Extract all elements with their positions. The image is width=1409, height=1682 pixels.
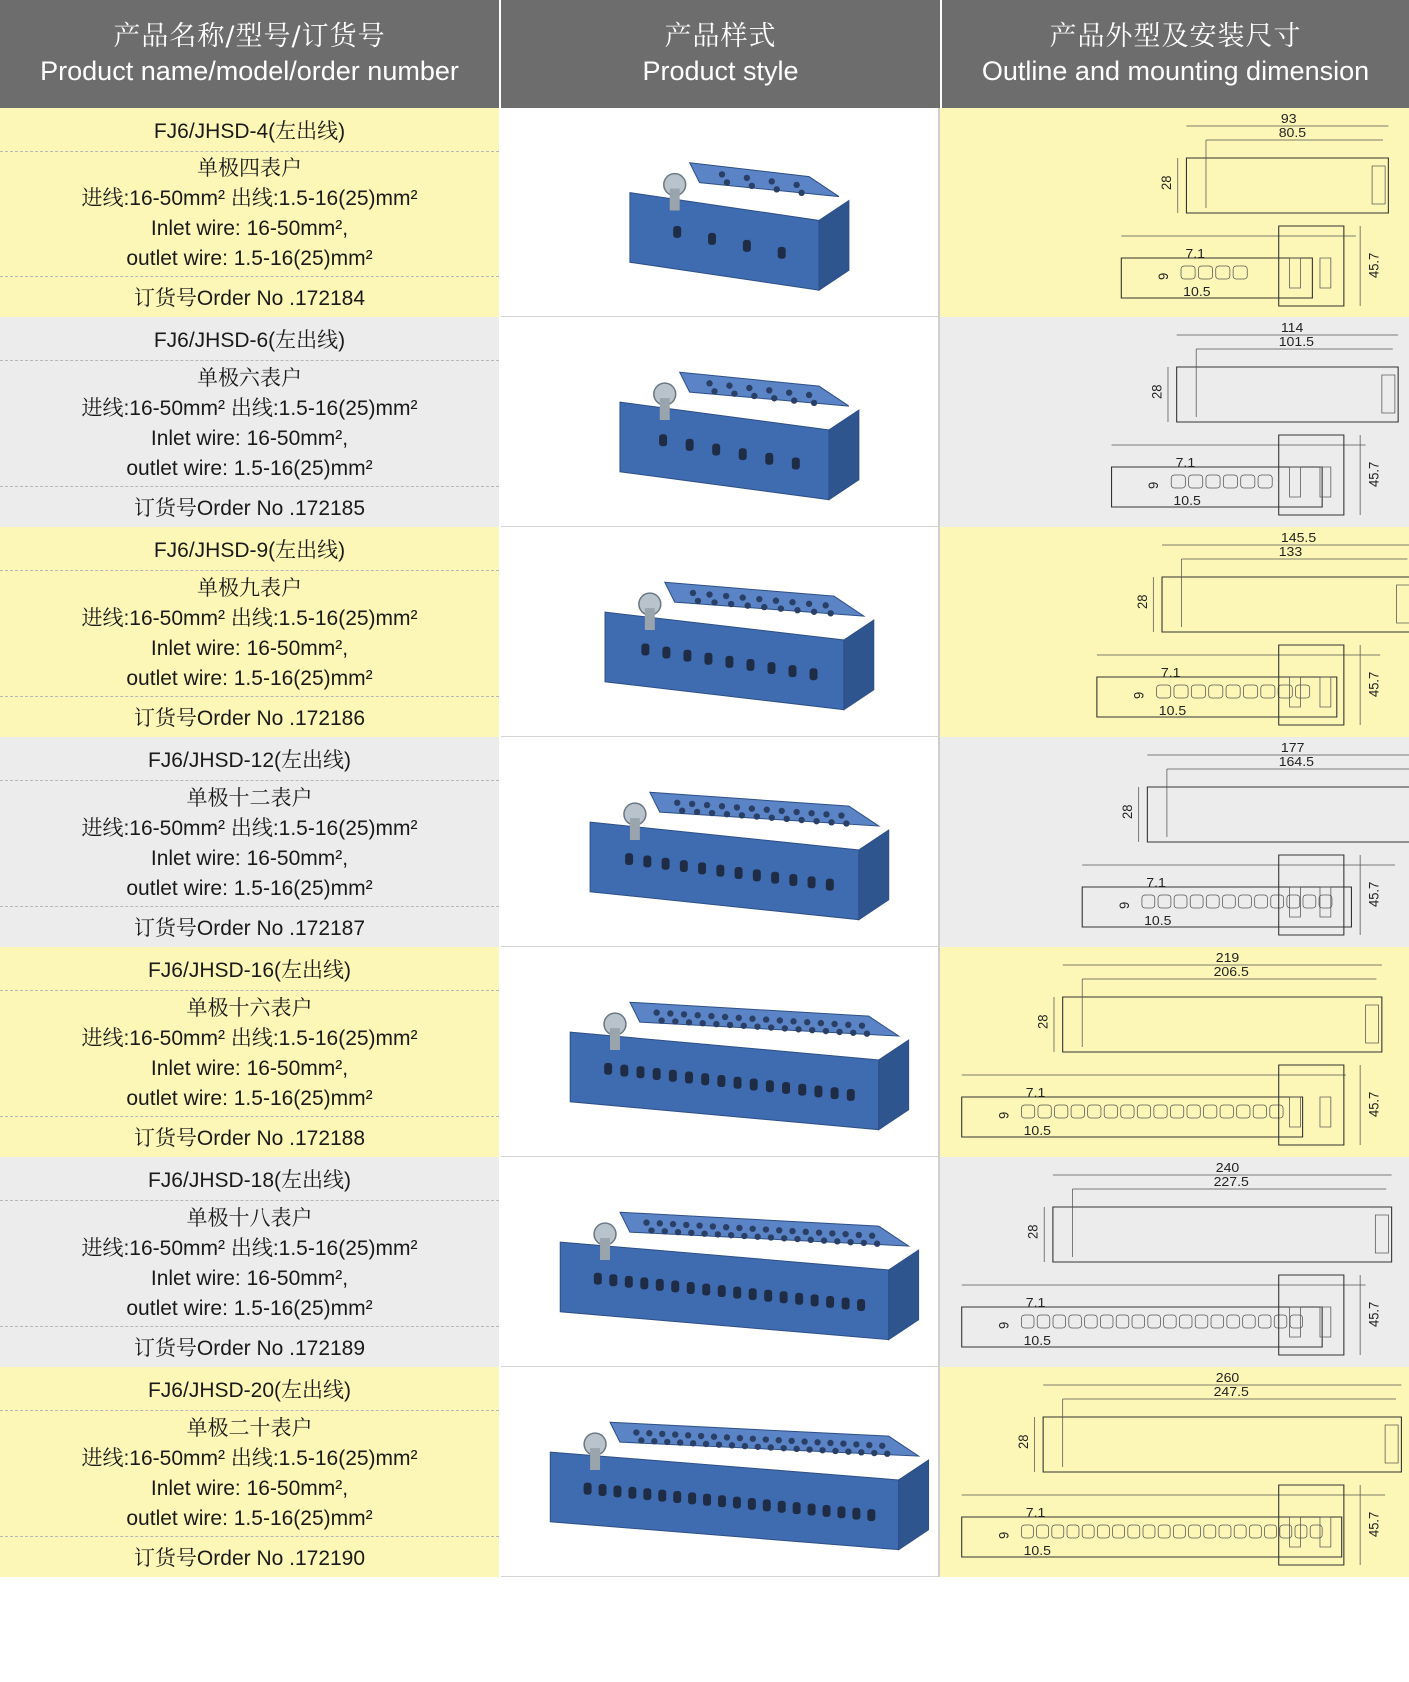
wire-hole-mark (1154, 1105, 1167, 1118)
depth-label: 45.7 (1366, 881, 1382, 907)
pitch-label: 7.1 (1146, 875, 1166, 890)
table-row (0, 947, 1409, 1157)
inlet-wire-spec: Inlet wire: 16-50mm², (150, 846, 349, 870)
wire-hole-mark (1319, 895, 1332, 908)
wire-hole-mark (1021, 1315, 1034, 1328)
wire-hole-mark (1037, 1315, 1050, 1328)
product-description (0, 152, 499, 277)
hole-width-label: 10.5 (1023, 1333, 1052, 1348)
outlet-wire-spec: outlet wire: 1.5-16(25)mm² (126, 1296, 373, 1320)
wire-hole-mark (1143, 1525, 1155, 1538)
wire-hole-mark (1085, 1315, 1098, 1328)
table-row (0, 1367, 1409, 1577)
dimension-drawing (940, 527, 1409, 737)
wire-hole-mark (1038, 1105, 1051, 1118)
dimension-drawing-cell (940, 527, 1409, 737)
product-model: FJ6/JHSD-16(左出线) (0, 947, 499, 991)
table-row (0, 737, 1409, 947)
mounting-length-label: 247.5 (1213, 1384, 1249, 1399)
product-name-zh: 单极十六表户 (186, 996, 313, 1020)
table-row (0, 1157, 1409, 1367)
header-product-name-en: Product name/model/order number (40, 56, 459, 86)
product-model: FJ6/JHSD-20(左出线) (0, 1367, 499, 1411)
wire-hole-mark (1157, 685, 1171, 698)
terminal-block-image (501, 317, 938, 527)
dimension-drawing-cell (940, 1157, 1409, 1367)
wire-hole-mark (1148, 1315, 1161, 1328)
wire-hole-mark (1037, 1525, 1049, 1538)
product-info-cell (0, 1157, 501, 1367)
outlet-wire-spec: outlet wire: 1.5-16(25)mm² (126, 456, 373, 480)
wire-hole-mark (1296, 685, 1310, 698)
wire-hole-mark (1241, 475, 1255, 488)
inlet-wire-spec: Inlet wire: 16-50mm², (150, 636, 349, 660)
outlet-wire-spec: outlet wire: 1.5-16(25)mm² (126, 876, 373, 900)
wire-hole-mark (1220, 1105, 1233, 1118)
product-info-cell (0, 108, 501, 317)
table-row (0, 527, 1409, 737)
wire-hole-mark (1137, 1105, 1150, 1118)
mounting-length-label: 227.5 (1213, 1174, 1249, 1189)
wire-hole-mark (1082, 1525, 1094, 1538)
hole-height-label: 9 (995, 1111, 1012, 1119)
terminal-block-image (501, 947, 938, 1157)
product-model: FJ6/JHSD-18(左出线) (0, 1157, 499, 1201)
hole-width-label: 10.5 (1183, 284, 1211, 299)
height-label: 28 (1119, 804, 1136, 819)
product-name-zh: 单极十二表户 (186, 786, 313, 810)
wire-hole-mark (1116, 1315, 1129, 1328)
product-description (0, 1411, 499, 1537)
product-info-cell (0, 317, 501, 527)
dimension-drawing (940, 947, 1409, 1157)
inlet-wire-spec: Inlet wire: 16-50mm², (150, 426, 349, 450)
terminal-block-image (501, 108, 938, 317)
wire-hole-mark (1158, 1525, 1170, 1538)
table-row (0, 108, 1409, 317)
pitch-label: 7.1 (1025, 1505, 1046, 1520)
product-description (0, 361, 499, 487)
outlet-wire-spec: outlet wire: 1.5-16(25)mm² (126, 666, 373, 690)
product-image-cell (501, 1367, 940, 1577)
hole-height-label: 9 (995, 1531, 1012, 1539)
hole-height-label: 9 (1131, 691, 1147, 699)
wire-hole-mark (1190, 895, 1203, 908)
dimension-drawing-cell (940, 737, 1409, 947)
product-description (0, 571, 499, 697)
wire-hole-mark (1287, 895, 1300, 908)
product-name-zh: 单极十八表户 (186, 1206, 313, 1230)
pitch-label: 7.1 (1025, 1295, 1046, 1310)
wire-hole-mark (1239, 895, 1252, 908)
header-dimension (942, 0, 1409, 108)
hole-width-label: 10.5 (1173, 493, 1201, 508)
wire-hole-mark (1179, 1315, 1192, 1328)
wire-hole-mark (1021, 1525, 1033, 1538)
wire-hole-mark (1187, 1105, 1200, 1118)
height-label: 28 (1158, 175, 1175, 190)
depth-label: 45.7 (1366, 461, 1382, 487)
wire-hole-mark (1219, 1525, 1231, 1538)
wire-hole-mark (1104, 1105, 1117, 1118)
overall-length-label: 114 (1280, 320, 1304, 335)
wire-hole-mark (1069, 1315, 1082, 1328)
wire-hole-mark (1223, 475, 1237, 488)
outlet-wire-spec: outlet wire: 1.5-16(25)mm² (126, 247, 373, 270)
overall-length-label: 260 (1215, 1370, 1240, 1385)
wire-hole-mark (1209, 685, 1223, 698)
wire-hole-mark (1121, 1105, 1134, 1118)
height-label: 28 (1015, 1434, 1032, 1449)
pitch-label: 7.1 (1025, 1085, 1046, 1100)
hole-height-label: 9 (1145, 481, 1162, 489)
order-number: 订货号Order No .172185 (133, 497, 366, 520)
table-row (0, 317, 1409, 527)
wire-hole-mark (1170, 1105, 1183, 1118)
product-spec-zh: 进线:16-50mm² 出线:1.5-16(25)mm² (81, 606, 418, 630)
wire-hole-mark (1097, 1525, 1109, 1538)
product-model: FJ6/JHSD-9(左出线) (0, 527, 499, 571)
outline-drawing-svg (940, 1157, 1409, 1367)
product-name-zh: 单极二十表户 (186, 1416, 313, 1440)
wire-hole-mark (1100, 1315, 1113, 1328)
hole-width-label: 10.5 (1023, 1543, 1052, 1558)
wire-hole-mark (1198, 266, 1212, 279)
header-product-style-zh: 产品样式 (664, 21, 777, 52)
order-number: 订货号Order No .172188 (133, 1127, 366, 1150)
order-number: 订货号Order No .172189 (133, 1337, 366, 1360)
mounting-length-label: 101.5 (1278, 334, 1314, 349)
wire-hole-mark (1265, 1525, 1277, 1538)
wire-hole-mark (1222, 895, 1235, 908)
height-label: 28 (1034, 1014, 1051, 1029)
wire-hole-mark (1226, 685, 1240, 698)
wire-hole-mark (1243, 685, 1257, 698)
product-description (0, 781, 499, 907)
wire-hole-mark (1237, 1105, 1250, 1118)
wire-hole-mark (1171, 475, 1185, 488)
depth-label: 45.7 (1366, 671, 1382, 697)
product-info-cell (0, 1367, 501, 1577)
height-label: 28 (1134, 594, 1150, 609)
wire-hole-mark (1164, 1315, 1177, 1328)
product-image-cell (501, 1157, 940, 1367)
header-product-name (0, 0, 501, 108)
order-number: 订货号Order No .172190 (133, 1547, 366, 1570)
wire-hole-mark (1258, 475, 1272, 488)
height-label: 28 (1148, 384, 1165, 399)
product-image-cell (501, 317, 940, 527)
dimension-drawing (940, 1157, 1409, 1367)
wire-hole-mark (1173, 1525, 1185, 1538)
product-image-cell (501, 947, 940, 1157)
inlet-wire-spec: Inlet wire: 16-50mm², (150, 1266, 349, 1290)
terminal-block-image (501, 1367, 938, 1577)
dimension-drawing-cell (940, 947, 1409, 1157)
dimension-drawing (940, 737, 1409, 947)
wire-hole-mark (1206, 895, 1219, 908)
wire-hole-mark (1189, 475, 1203, 488)
overall-length-label: 219 (1215, 950, 1240, 965)
wire-hole-mark (1158, 895, 1171, 908)
wire-hole-mark (1174, 895, 1187, 908)
dimension-drawing-cell (940, 317, 1409, 527)
wire-hole-mark (1113, 1525, 1125, 1538)
terminal-block-image (501, 737, 938, 947)
outlet-wire-spec: outlet wire: 1.5-16(25)mm² (126, 1506, 373, 1530)
outline-drawing-svg (940, 1367, 1409, 1577)
wire-hole-mark (1253, 1105, 1266, 1118)
product-name-zh: 单极四表户 (197, 157, 302, 180)
product-name-zh: 单极九表户 (197, 576, 302, 600)
header-dimension-zh: 产品外型及安装尺寸 (1049, 21, 1302, 52)
product-info-cell (0, 737, 501, 947)
inlet-wire-spec: Inlet wire: 16-50mm², (150, 217, 349, 240)
wire-hole-mark (1191, 685, 1205, 698)
wire-hole-mark (1128, 1525, 1140, 1538)
product-image-cell (501, 737, 940, 947)
outlet-wire-spec: outlet wire: 1.5-16(25)mm² (126, 1086, 373, 1110)
wire-hole-mark (1211, 1315, 1224, 1328)
mounting-length-label: 80.5 (1278, 125, 1307, 140)
wire-hole-mark (1233, 266, 1247, 279)
header-product-style-en: Product style (642, 56, 799, 86)
product-model: FJ6/JHSD-6(左出线) (0, 317, 499, 361)
outline-drawing-svg (940, 317, 1409, 527)
wire-hole-mark (1052, 1525, 1064, 1538)
wire-hole-mark (1261, 685, 1275, 698)
wire-hole-mark (1181, 266, 1195, 279)
wire-hole-mark (1243, 1315, 1256, 1328)
overall-length-label: 93 (1280, 111, 1297, 126)
hole-width-label: 10.5 (1144, 913, 1172, 928)
wire-hole-mark (1055, 1105, 1068, 1118)
wire-hole-mark (1303, 895, 1316, 908)
wire-hole-mark (1255, 895, 1268, 908)
header-product-name-zh: 产品名称/型号/订货号 (113, 21, 386, 52)
product-spec-zh: 进线:16-50mm² 出线:1.5-16(25)mm² (81, 816, 418, 840)
order-number: 订货号Order No .172184 (133, 287, 366, 310)
product-spec-zh: 进线:16-50mm² 出线:1.5-16(25)mm² (81, 1236, 418, 1260)
overall-length-label: 145.5 (1280, 530, 1317, 545)
product-image-cell (501, 108, 940, 317)
header-dimension-en: Outline and mounting dimension (981, 56, 1370, 86)
wire-hole-mark (1234, 1525, 1246, 1538)
dimension-drawing (940, 1367, 1409, 1577)
product-spec-zh: 进线:16-50mm² 出线:1.5-16(25)mm² (81, 187, 418, 210)
hole-height-label: 9 (1116, 901, 1133, 909)
wire-hole-mark (1274, 1315, 1287, 1328)
wire-hole-mark (1021, 1105, 1034, 1118)
depth-label: 45.7 (1366, 1301, 1382, 1327)
mounting-length-label: 164.5 (1278, 754, 1314, 769)
wire-hole-mark (1271, 895, 1284, 908)
terminal-block-image (501, 527, 938, 737)
pitch-label: 7.1 (1160, 665, 1181, 680)
wire-hole-mark (1142, 895, 1155, 908)
wire-hole-mark (1278, 685, 1292, 698)
dimension-drawing-cell (940, 108, 1409, 317)
order-number: 订货号Order No .172187 (133, 917, 366, 940)
overall-length-label: 240 (1215, 1160, 1240, 1175)
mounting-length-label: 133 (1278, 544, 1303, 559)
product-rows (0, 108, 1409, 1577)
depth-label: 45.7 (1366, 252, 1382, 278)
wire-hole-mark (1249, 1525, 1261, 1538)
product-spec-zh: 进线:16-50mm² 出线:1.5-16(25)mm² (81, 1446, 418, 1470)
product-image-cell (501, 527, 940, 737)
wire-hole-mark (1195, 1315, 1208, 1328)
wire-hole-mark (1216, 266, 1230, 279)
height-label: 28 (1025, 1224, 1041, 1239)
wire-hole-mark (1227, 1315, 1240, 1328)
wire-hole-mark (1204, 1525, 1216, 1538)
wire-hole-mark (1132, 1315, 1145, 1328)
table-header (0, 0, 1409, 108)
wire-hole-mark (1204, 1105, 1217, 1118)
wire-hole-mark (1270, 1105, 1283, 1118)
product-description (0, 991, 499, 1117)
product-info-cell (0, 947, 501, 1157)
hole-width-label: 10.5 (1158, 703, 1187, 718)
dimension-drawing (940, 108, 1409, 317)
wire-hole-mark (1053, 1315, 1066, 1328)
product-spec-zh: 进线:16-50mm² 出线:1.5-16(25)mm² (81, 1026, 418, 1050)
outline-drawing-svg (940, 527, 1409, 737)
product-spec-zh: 进线:16-50mm² 出线:1.5-16(25)mm² (81, 396, 418, 420)
hole-height-label: 9 (995, 1321, 1012, 1329)
depth-label: 45.7 (1366, 1091, 1382, 1117)
order-number: 订货号Order No .172186 (133, 707, 366, 730)
wire-hole-mark (1258, 1315, 1271, 1328)
wire-hole-mark (1071, 1105, 1084, 1118)
outline-drawing-svg (940, 947, 1409, 1157)
hole-width-label: 10.5 (1023, 1123, 1052, 1138)
header-product-style (501, 0, 942, 108)
wire-hole-mark (1174, 685, 1188, 698)
depth-label: 45.7 (1366, 1511, 1382, 1537)
product-description (0, 1201, 499, 1327)
wire-hole-mark (1189, 1525, 1201, 1538)
hole-height-label: 9 (1155, 272, 1172, 280)
outline-drawing-svg (940, 108, 1409, 317)
wire-hole-mark (1310, 1525, 1322, 1538)
wire-hole-mark (1067, 1525, 1079, 1538)
dimension-drawing (940, 317, 1409, 527)
product-model: FJ6/JHSD-4(左出线) (0, 108, 499, 152)
wire-hole-mark (1280, 1525, 1292, 1538)
dimension-drawing-cell (940, 1367, 1409, 1577)
inlet-wire-spec: Inlet wire: 16-50mm², (150, 1476, 349, 1500)
wire-hole-mark (1295, 1525, 1307, 1538)
wire-hole-mark (1088, 1105, 1101, 1118)
product-info-cell (0, 527, 501, 737)
inlet-wire-spec: Inlet wire: 16-50mm², (150, 1056, 349, 1080)
mounting-length-label: 206.5 (1213, 964, 1249, 979)
product-model: FJ6/JHSD-12(左出线) (0, 737, 499, 781)
pitch-label: 7.1 (1185, 246, 1205, 261)
outline-drawing-svg (940, 737, 1409, 947)
wire-hole-mark (1206, 475, 1220, 488)
product-name-zh: 单极六表户 (197, 366, 302, 390)
terminal-block-image (501, 1157, 938, 1367)
pitch-label: 7.1 (1175, 455, 1196, 470)
overall-length-label: 177 (1280, 740, 1305, 755)
